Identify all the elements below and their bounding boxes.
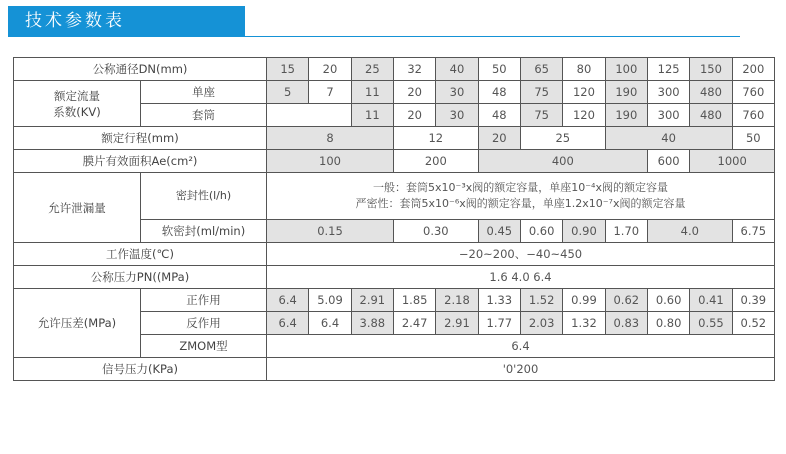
value-cell: 6.4	[267, 312, 309, 335]
value-cell: 1.85	[393, 289, 435, 312]
dn-label: 公称通径DN(mm)	[14, 58, 267, 81]
value-cell: 0.55	[690, 312, 732, 335]
value-cell: 0.30	[393, 220, 478, 243]
stroke-label: 额定行程(mm)	[14, 127, 267, 150]
value-cell: 8	[267, 127, 394, 150]
kv-label-line2: 系数(KV)	[53, 104, 101, 119]
value-cell: 0.83	[605, 312, 647, 335]
kv-label	[14, 81, 141, 127]
value-cell: 25	[351, 58, 393, 81]
value-cell: 480	[690, 104, 732, 127]
table-row	[14, 81, 775, 104]
value-cell: 5	[267, 81, 309, 104]
value-cell: 2.91	[436, 312, 478, 335]
value-cell: 30	[436, 81, 478, 104]
value-cell: 120	[563, 81, 605, 104]
value-cell: 1.33	[478, 289, 520, 312]
value-cell: 200	[393, 150, 478, 173]
table-row	[14, 243, 775, 266]
spec-table	[13, 57, 775, 381]
value-cell: 20	[478, 127, 520, 150]
value-cell: 7	[309, 81, 351, 104]
value-cell: 0.90	[563, 220, 605, 243]
value-cell: 48	[478, 81, 520, 104]
value-cell: 30	[436, 104, 478, 127]
dp-direct-label: 正作用	[141, 289, 267, 312]
value-cell: 25	[520, 127, 605, 150]
value-cell: 0.39	[732, 289, 774, 312]
seal-label: 密封性(l/h)	[141, 173, 267, 220]
signal-label: 信号压力(KPa)	[14, 358, 267, 381]
seal-text	[267, 173, 775, 220]
value-cell: 40	[436, 58, 478, 81]
value-cell: 0.45	[478, 220, 520, 243]
value-cell: 50	[732, 127, 774, 150]
value-cell: 80	[563, 58, 605, 81]
table-row	[14, 358, 775, 381]
value-cell: 300	[647, 81, 689, 104]
value-cell: 6.4	[267, 289, 309, 312]
value-cell: 0.62	[605, 289, 647, 312]
table-row	[14, 150, 775, 173]
value-cell: 5.09	[309, 289, 351, 312]
value-cell: 1.52	[520, 289, 562, 312]
table-row	[14, 58, 775, 81]
seal-line2: 严密性：套筒5x10⁻⁶x阀的额定容量，单座1.2x10⁻⁷x阀的额定容量	[355, 197, 686, 210]
value-cell: 2.91	[351, 289, 393, 312]
value-cell: 1.32	[563, 312, 605, 335]
kv-label-line1: 额定流量	[54, 88, 100, 103]
value-cell: 4.0	[647, 220, 732, 243]
table-row	[14, 127, 775, 150]
value-cell: 20	[393, 104, 435, 127]
value-cell: 15	[267, 58, 309, 81]
value-cell: 1.77	[478, 312, 520, 335]
value-cell: 12	[393, 127, 478, 150]
value-cell: 32	[393, 58, 435, 81]
value-cell: 120	[563, 104, 605, 127]
value-cell: 480	[690, 81, 732, 104]
pn-label: 公称压力PN((MPa)	[14, 266, 267, 289]
value-cell: 100	[267, 150, 394, 173]
value-cell: 2.18	[436, 289, 478, 312]
value-cell	[267, 104, 352, 127]
value-cell: 0.60	[647, 289, 689, 312]
zmom-value: 6.4	[267, 335, 775, 358]
value-cell: 600	[647, 150, 689, 173]
value-cell: 50	[478, 58, 520, 81]
value-cell: 125	[647, 58, 689, 81]
value-cell: 150	[690, 58, 732, 81]
value-cell: 0.52	[732, 312, 774, 335]
dp-reverse-label: 反作用	[141, 312, 267, 335]
leakage-label: 允许泄漏量	[14, 173, 141, 243]
value-cell: 0.15	[267, 220, 394, 243]
value-cell: 40	[605, 127, 732, 150]
table-row	[14, 289, 775, 312]
value-cell: 400	[478, 150, 647, 173]
value-cell: 65	[520, 58, 562, 81]
value-cell: 0.80	[647, 312, 689, 335]
value-cell: 48	[478, 104, 520, 127]
kv-single-label: 单座	[141, 81, 267, 104]
value-cell: 0.60	[520, 220, 562, 243]
temp-value: −20~200、−40~450	[267, 243, 775, 266]
soft-seal-label: 软密封(ml/min)	[141, 220, 267, 243]
value-cell: 100	[605, 58, 647, 81]
value-cell: 75	[520, 81, 562, 104]
value-cell: 760	[732, 81, 774, 104]
temp-label: 工作温度(℃)	[14, 243, 267, 266]
value-cell: 11	[351, 104, 393, 127]
pn-value: 1.6 4.0 6.4	[267, 266, 775, 289]
area-label: 膜片有效面积Ae(cm²)	[14, 150, 267, 173]
title-underline	[245, 36, 740, 37]
value-cell: 11	[351, 81, 393, 104]
value-cell: 760	[732, 104, 774, 127]
value-cell: 20	[309, 58, 351, 81]
table-row	[14, 266, 775, 289]
seal-line1: 一般：套筒5x10⁻³x阀的额定容量，单座10⁻⁴x阀的额定容量	[373, 181, 668, 194]
value-cell: 0.41	[690, 289, 732, 312]
value-cell: 200	[732, 58, 774, 81]
signal-value: '0'200	[267, 358, 775, 381]
value-cell: 0.99	[563, 289, 605, 312]
value-cell: 190	[605, 104, 647, 127]
table-row	[14, 173, 775, 220]
value-cell: 300	[647, 104, 689, 127]
dp-label: 允许压差(MPa)	[14, 289, 141, 358]
section-title: 技术参数表	[8, 6, 245, 37]
value-cell: 6.75	[732, 220, 774, 243]
value-cell: 3.88	[351, 312, 393, 335]
value-cell: 1.70	[605, 220, 647, 243]
value-cell: 2.03	[520, 312, 562, 335]
value-cell: 75	[520, 104, 562, 127]
value-cell: 6.4	[309, 312, 351, 335]
kv-sleeve-label: 套筒	[141, 104, 267, 127]
value-cell: 20	[393, 81, 435, 104]
value-cell: 190	[605, 81, 647, 104]
value-cell: 1000	[690, 150, 775, 173]
value-cell: 2.47	[393, 312, 435, 335]
zmom-label: ZMOM型	[141, 335, 267, 358]
